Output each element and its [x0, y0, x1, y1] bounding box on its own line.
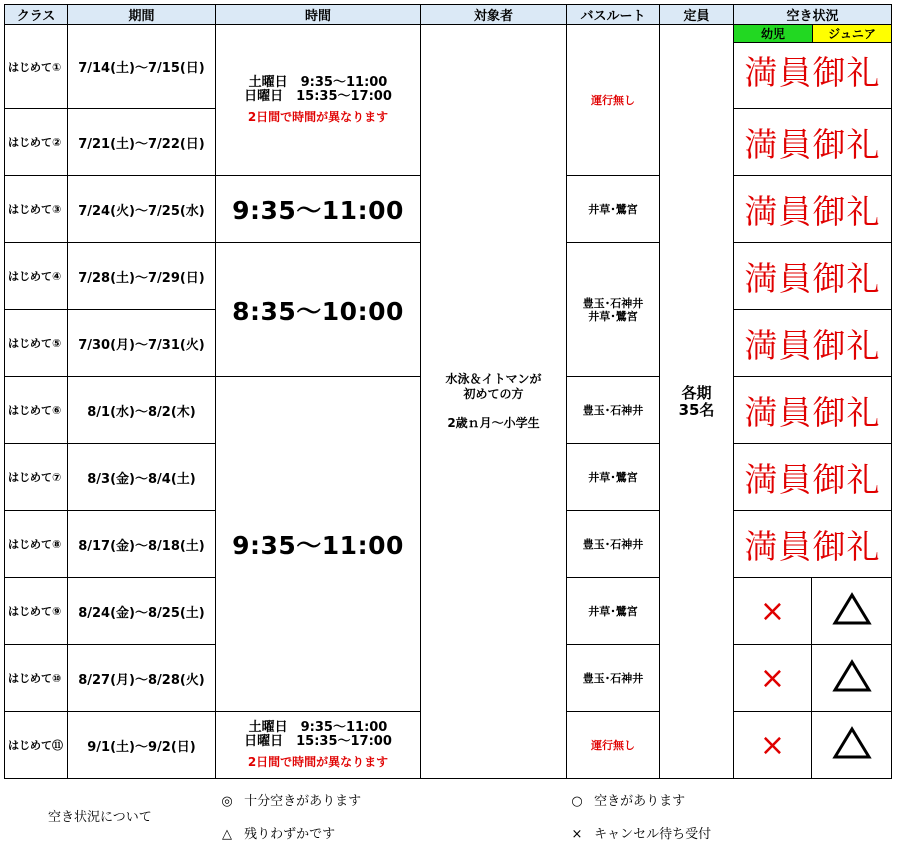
- period-cell: 8/27(月)～8/28(火): [68, 645, 216, 712]
- class-cell: はじめて⑦: [5, 444, 68, 511]
- header-availability: 空き状況: [734, 5, 892, 25]
- legend-cross: [564, 823, 711, 842]
- infant-status-mark: ×: [734, 578, 812, 645]
- period-cell: 7/28(土)～7/29(日): [68, 243, 216, 310]
- period-cell: 8/17(金)～8/18(土): [68, 511, 216, 578]
- capacity-line2: 35名: [678, 400, 715, 419]
- header-period: 期間: [68, 5, 216, 25]
- header-target: 対象者: [421, 5, 567, 25]
- time-cell-weekend: [216, 712, 421, 779]
- class-cell: はじめて⑩: [5, 645, 68, 712]
- time-sun: 日曜日 15:35～17:00: [244, 89, 392, 104]
- legend-title: 空き状況について: [48, 810, 152, 825]
- time-cell: 8:35～10:00: [216, 243, 421, 377]
- target-line1: 水泳＆イトマンが: [445, 372, 542, 386]
- triangle-icon: △: [222, 827, 232, 842]
- header-capacity: 定員: [660, 5, 734, 25]
- bus-cell: 井草･鷺宮: [567, 578, 660, 645]
- infant-status-mark: ×: [734, 645, 812, 712]
- sub-header-infant: 幼児: [734, 25, 813, 43]
- target-cell: [421, 25, 567, 779]
- triangle-icon: [832, 592, 872, 626]
- header-row: [5, 5, 892, 25]
- period-cell: 8/1(水)～8/2(木): [68, 377, 216, 444]
- time-sat: 土曜日 9:35～11:00: [248, 720, 388, 735]
- full-label: 満員御礼: [734, 243, 892, 310]
- class-cell: はじめて⑤: [5, 310, 68, 377]
- time-note: 2日間で時間が異なります: [247, 755, 389, 769]
- period-cell: 7/30(月)～7/31(火): [68, 310, 216, 377]
- class-cell: はじめて⑪: [5, 712, 68, 779]
- full-label: 満員御礼: [734, 176, 892, 243]
- class-cell: はじめて⑨: [5, 578, 68, 645]
- bus-cell: 井草･鷺宮: [567, 176, 660, 243]
- header-time: 時間: [216, 5, 421, 25]
- legend-triangle-text: 残りわずかです: [244, 827, 336, 842]
- legend-double-circle: [214, 790, 361, 809]
- infant-status-mark: ×: [734, 712, 812, 779]
- time-cell: 9:35～11:00: [216, 176, 421, 243]
- bus-line1: 豊玉･石神井: [582, 296, 644, 310]
- capacity-cell: [660, 25, 734, 779]
- bus-cell: 豊玉･石神井: [567, 645, 660, 712]
- period-cell: 8/3(金)～8/4(土): [68, 444, 216, 511]
- time-cell-weekend: [216, 25, 421, 176]
- bus-cell: [567, 243, 660, 377]
- full-label: 満員御礼: [744, 53, 881, 92]
- period-cell: 7/21(土)～7/22(日): [68, 109, 216, 176]
- time-note: 2日間で時間が異なります: [247, 110, 389, 124]
- bus-cell: 豊玉･石神井: [567, 377, 660, 444]
- period-cell: 8/24(金)～8/25(土): [68, 578, 216, 645]
- time-sat: 土曜日 9:35～11:00: [248, 75, 388, 90]
- time-cell: 9:35～11:00: [216, 377, 421, 712]
- time-sun: 日曜日 15:35～17:00: [244, 734, 392, 749]
- full-label: 満員御礼: [734, 310, 892, 377]
- sub-header: [734, 25, 891, 43]
- class-cell: はじめて④: [5, 243, 68, 310]
- full-label: 満員御礼: [734, 377, 892, 444]
- bus-none-cell: 運行無し: [567, 712, 660, 779]
- period-cell: 9/1(土)～9/2(日): [68, 712, 216, 779]
- triangle-icon: [832, 726, 872, 760]
- legend-triangle: [214, 823, 335, 842]
- legend-double-circle-text: 十分空きがあります: [244, 794, 362, 809]
- target-line2: 初めての方: [463, 387, 524, 401]
- circle-icon: ○: [571, 794, 583, 809]
- junior-status-cell: [812, 712, 892, 779]
- double-circle-icon: ◎: [221, 794, 233, 809]
- full-label: 満員御礼: [734, 444, 892, 511]
- class-cell: はじめて⑥: [5, 377, 68, 444]
- target-line3: 2歳ｎ月～小学生: [447, 416, 540, 430]
- header-bus-route: バスルート: [567, 5, 660, 25]
- bus-cell: 豊玉･石神井: [567, 511, 660, 578]
- full-label: 満員御礼: [734, 511, 892, 578]
- bus-none-cell: 運行無し: [567, 25, 660, 176]
- junior-status-cell: [812, 645, 892, 712]
- class-cell: はじめて①: [5, 25, 68, 109]
- header-class: クラス: [5, 5, 68, 25]
- triangle-icon: [832, 659, 872, 693]
- legend-cross-text: キャンセル待ち受付: [594, 827, 712, 842]
- full-label: 満員御礼: [734, 109, 892, 176]
- legend-circle-text: 空きがあります: [594, 794, 686, 809]
- sub-header-junior: ジュニア: [813, 25, 892, 43]
- bus-line2: 井草･鷺宮: [588, 309, 638, 323]
- class-cell: はじめて⑧: [5, 511, 68, 578]
- junior-status-cell: [812, 578, 892, 645]
- class-cell: はじめて③: [5, 176, 68, 243]
- period-cell: 7/24(火)～7/25(水): [68, 176, 216, 243]
- period-cell: 7/14(土)～7/15(日): [68, 25, 216, 109]
- legend-circle: [564, 790, 685, 809]
- table-row: [5, 25, 892, 109]
- class-cell: はじめて②: [5, 109, 68, 176]
- cross-icon: ×: [571, 827, 583, 842]
- bus-cell: 井草･鷺宮: [567, 444, 660, 511]
- schedule-table: [4, 4, 892, 779]
- capacity-line1: 各期: [681, 383, 712, 402]
- availability-cell: [734, 25, 892, 109]
